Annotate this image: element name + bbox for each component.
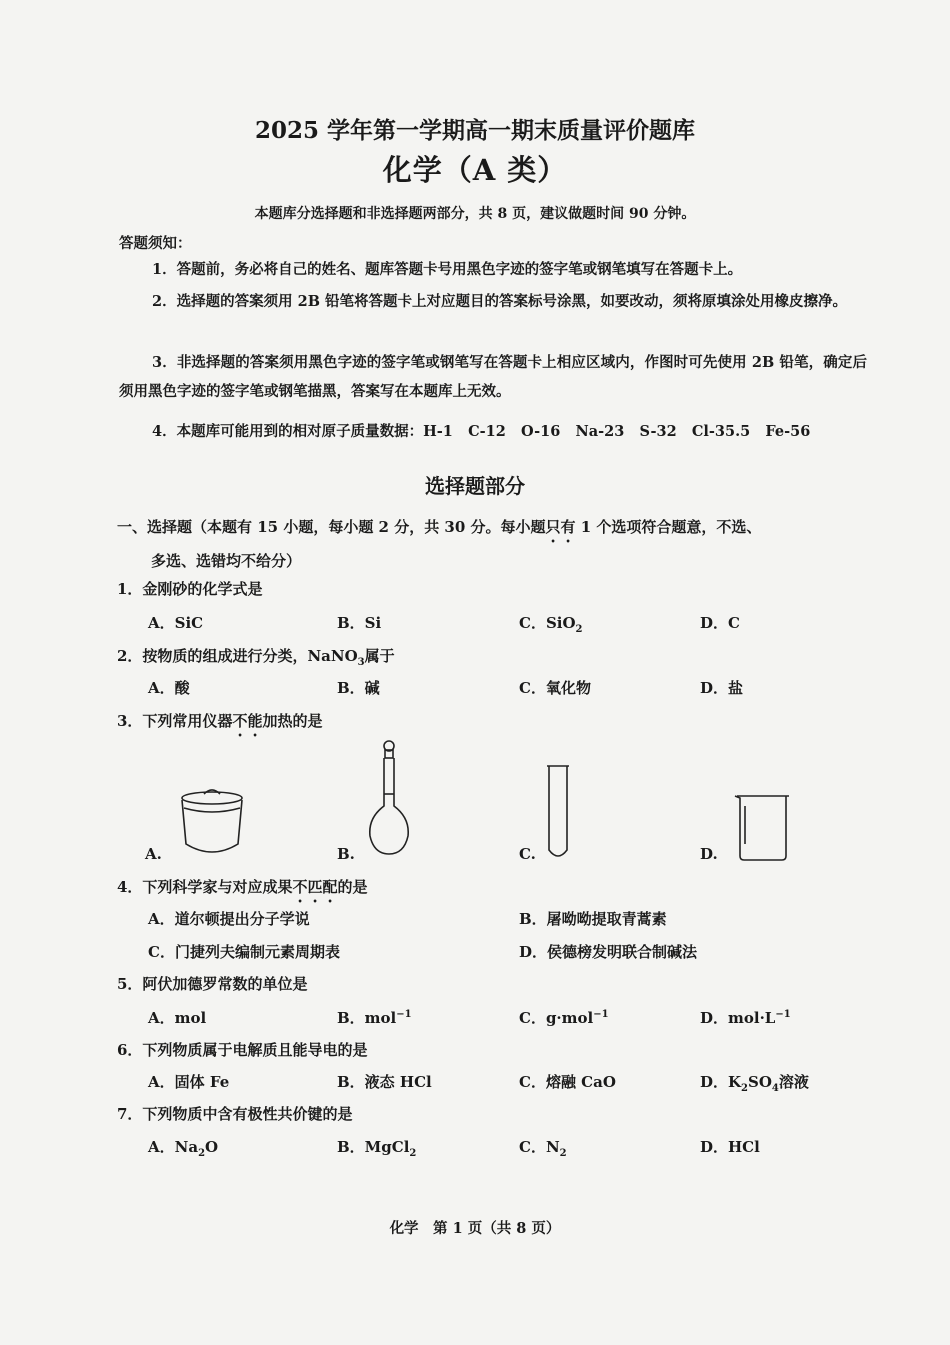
exam-title: 2025 学年第一学期高一期末质量评价题库 [254, 117, 696, 144]
q5-option-a: A．mol [148, 1009, 207, 1027]
mass-na: Na-23 [575, 423, 625, 440]
notice-item-2: 2．选择题的答案须用 2B 铅笔将答题卡上对应题目的答案标号涂黑，如要改动，须将原填涂处用橡皮擦净。 [152, 293, 848, 310]
q3-option-b: B. [337, 845, 355, 863]
mass-o: O-16 [520, 423, 561, 440]
question-7-stem: 7．下列物质中含有极性共价键的是 [117, 1105, 353, 1123]
part-instructions-emph: 只有 [545, 518, 576, 536]
mass-fe: Fe-56 [765, 423, 811, 440]
q3-option-d: D. [700, 845, 718, 863]
q2-option-d: D．盐 [700, 679, 744, 697]
q7-option-b: B．MgCl$_2$ [337, 1138, 417, 1159]
mass-h: H-1 [423, 423, 453, 440]
part-instructions-b: 1 个选项符合题意，不选、 [575, 518, 762, 536]
q1-option-b: B．Si [337, 614, 382, 632]
question-4-stem: 4．下列科学家与对应成果不匹配的是 [117, 878, 368, 896]
q7-option-d: D．HCl [700, 1138, 760, 1156]
mass-cl: Cl-35.5 [691, 423, 751, 440]
q1-option-c: C．SiO$_2$ [519, 614, 583, 635]
q5-option-b: B．mol$^{-1}$ [337, 1009, 412, 1027]
part-instructions-line2: 多选、选错均不给分） [151, 552, 302, 570]
q5-option-c: C．g·mol$^{-1}$ [519, 1009, 609, 1027]
q4-option-b: B．屠呦呦提取青蒿素 [519, 910, 667, 928]
q6-option-d: D．$K_2SO_4$溶液 [700, 1073, 809, 1094]
q2-option-c: C．氧化物 [519, 679, 591, 697]
q1-option-a: A．SiC [148, 614, 204, 632]
q3-option-c: C. [519, 845, 536, 863]
q4-option-c: C．门捷列夫编制元素周期表 [148, 943, 340, 961]
section-title: 选择题部分 [425, 474, 525, 498]
mass-c: C-12 [468, 423, 506, 440]
notice-item-3: 3．非选择题的答案须用黑色字迹的签字笔或钢笔写在答题卡上相应区域内，作图时可先使用 2B 铅笔，确定后须用黑色字迹的签字笔或钢笔描黑，答案写在本题库上无效。 [119, 354, 867, 400]
q6-option-b: B．液态 HCl [337, 1073, 432, 1091]
crucible-icon [176, 784, 248, 860]
question-1-stem: 1．金刚砂的化学式是 [117, 580, 263, 598]
q2-option-b: B．碱 [337, 679, 380, 697]
q4-option-a: A．道尔顿提出分子学说 [148, 910, 310, 928]
question-5-stem: 5．阿伏加德罗常数的单位是 [117, 975, 308, 993]
notice-item-4 [152, 420, 810, 441]
question-6-stem: 6．下列物质属于电解质且能导电的是 [117, 1041, 368, 1059]
exam-intro: 本题库分选择题和非选择题两部分，共 8 页，建议做题时间 90 分钟。 [254, 206, 696, 222]
part-instructions-a: 一、选择题（本题有 15 小题，每小题 2 分，共 30 分。每小题 [117, 518, 546, 536]
notice-item-1: 1．答题前，务必将自己的姓名、题库答题卡号用黑色字迹的签字笔或钢笔填写在答题卡上。 [152, 261, 743, 278]
question-3-stem: 3．下列常用仪器不能加热的是 [117, 712, 323, 730]
q3-option-a: A. [145, 845, 162, 863]
question-2-stem: 2．按物质的组成进行分类，NaNO$_3$属于 [117, 647, 395, 668]
q6-option-c: C．熔融 CaO [519, 1073, 616, 1091]
q7-option-c: C．$N_2$ [519, 1138, 567, 1159]
mass-s: S-32 [639, 423, 677, 440]
q2-option-a: A．酸 [148, 679, 190, 697]
beaker-icon [733, 792, 793, 862]
exam-subject: 化学（A 类） [382, 153, 568, 187]
q7-option-a: A．$Na_2O$ [148, 1138, 219, 1159]
q1-option-d: D．C [700, 614, 740, 632]
page-footer: 化学 第 1 页（共 8 页） [389, 1220, 561, 1237]
q5-option-d: D．$mol\cdot L^{-1}$ [700, 1009, 791, 1027]
notice-item-4-prefix: 4．本题库可能用到的相对原子质量数据： [152, 423, 424, 440]
notice-heading: 答题须知： [119, 235, 192, 252]
q4-option-d: D．侯德榜发明联合制碱法 [519, 943, 698, 961]
volumetric-flask-icon [366, 740, 412, 858]
part-instructions [117, 512, 869, 577]
q6-option-a: A．固体 Fe [148, 1073, 230, 1091]
test-tube-icon [546, 764, 570, 862]
